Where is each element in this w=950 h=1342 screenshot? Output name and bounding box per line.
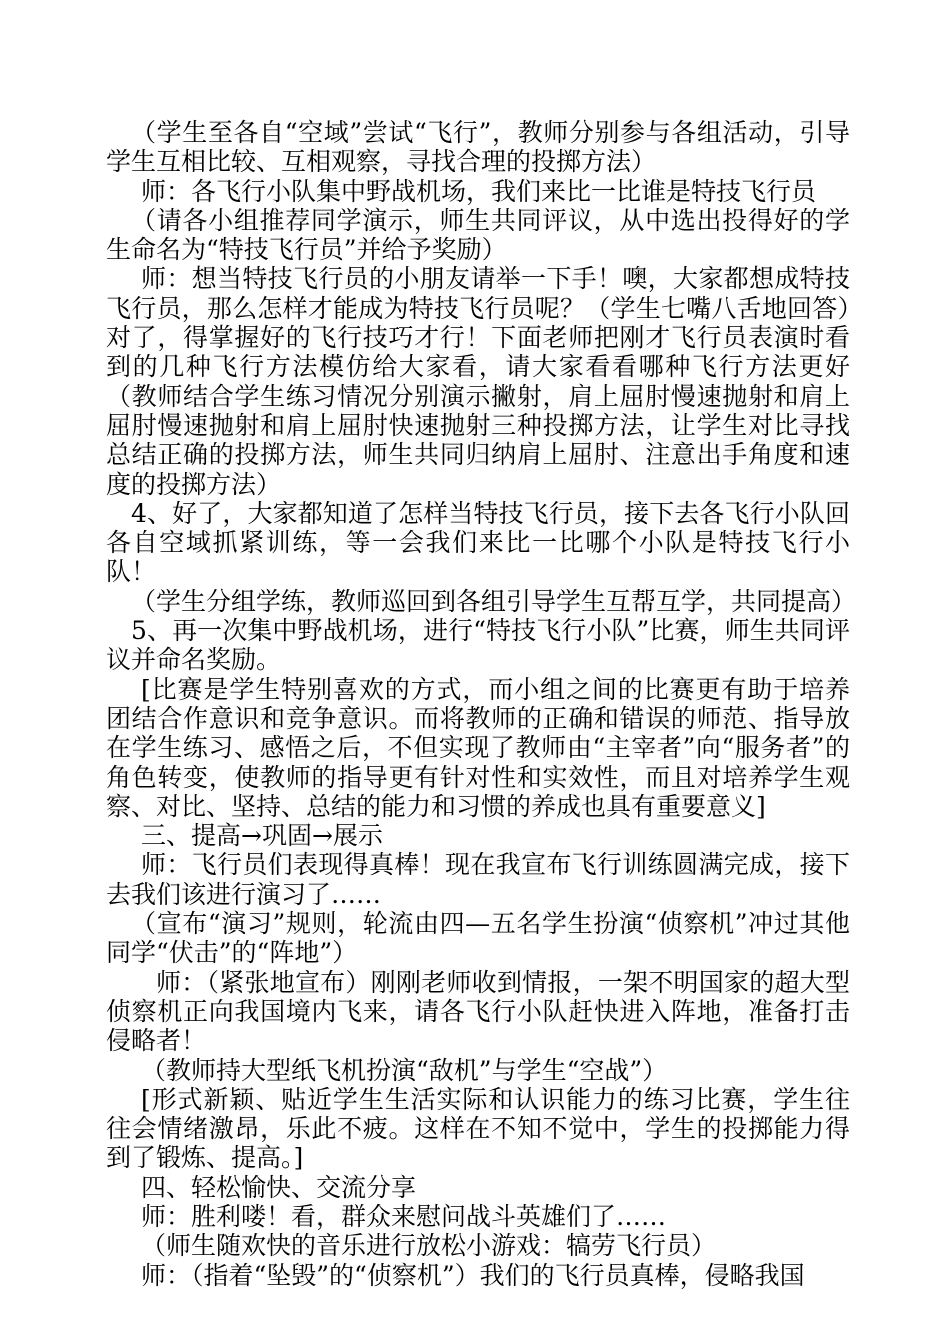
- paragraph: （请各小组推荐同学演示，师生共同评议，从中选出投得好的学生命名为“特技飞行员”并给予奖励）: [106, 205, 850, 265]
- paragraph: 师：（指着“坠毁”的“侦察机”）我们的飞行员真棒，侵略我国: [141, 1260, 805, 1290]
- section-heading: 三、提高→巩固→展示: [141, 821, 383, 851]
- paragraph: （师生随欢快的音乐进行放松小游戏：犒劳飞行员）: [141, 1231, 717, 1261]
- paragraph: （学生至各自“空域”尝试“飞行”，教师分别参与各组活动，引导学生互相比较、互相观察，寻找合理的投掷方法）: [106, 118, 850, 177]
- paragraph: 师：各飞行小队集中野战机场，我们来比一比谁是特技飞行员: [141, 176, 817, 206]
- paragraph: 师：飞行员们表现得真棒！现在我宣布飞行训练圆满完成，接下去我们该进行演习了……: [106, 850, 850, 909]
- paragraph: （教师持大型纸飞机扮演“敌机”与学生“空战”）: [141, 1055, 668, 1085]
- paragraph: [比赛是学生特别喜欢的方式，而小组之间的比赛更有助于培养团结合作意识和竞争意识。而将教师的正确和错误的师范、指导放在学生练习、感悟之后，不但实现了教师由“主宰者”向“服务者”的角色转变，使教师的指导更有针对性和实效性，而且对培养学生观察、对比、坚持、总结的能力和习惯的养成也具有重要意义]: [106, 674, 850, 821]
- paragraph: 师：胜利喽！看，群众来慰问战斗英雄们了……: [141, 1201, 667, 1231]
- paragraph: [形式新颖、贴近学生生活实际和认识能力的练习比赛，学生往往会情绪激昂，乐此不疲。这样在不知不觉中，学生的投掷能力得到了锻炼、提高。]: [106, 1084, 850, 1173]
- paragraph: 师：想当特技飞行员的小朋友请举一下手！噢，大家都想成特技飞行员，那么怎样才能成为特技飞行员呢？（学生七嘴八舌地回答）对了，得掌握好的飞行技巧才行！下面老师把刚才飞行员表演时看到的几种飞行方法模仿给大家看，请大家看看哪种飞行方法更好（教师结合学生练习情况分别演示撇射，肩上屈肘慢速抛射和肩上屈肘慢速抛射和肩上屈肘快速抛射三种投掷方法，让学生对比寻找总结正确的投掷方法，师生共同归纳肩上屈肘、注意出手角度和速度的投掷方法）: [106, 264, 850, 499]
- paragraph: 师：（紧张地宣布）刚刚老师收到情报，一架不明国家的超大型侦察机正向我国境内飞来，请各飞行小队赶快进入阵地，准备打击侵略者！: [106, 967, 850, 1056]
- paragraph: （学生分组学练，教师巡回到各组引导学生互帮互学，共同提高）: [131, 586, 857, 616]
- paragraph: 4、好了，大家都知道了怎样当特技飞行员，接下去各飞行小队回各自空域抓紧训练，等一会我们来比一比哪个小队是特技飞行小队！: [106, 498, 850, 587]
- document-body: [106, 118, 857, 1290]
- paragraph: （宣布“演习”规则，轮流由四—五名学生扮演“侦察机”冲过其他同学“伏击”的“阵地”）: [106, 909, 850, 968]
- section-heading: 四、轻松愉快、交流分享: [141, 1172, 417, 1202]
- paragraph: 5、再一次集中野战机场，进行“特技飞行小队”比赛，师生共同评议并命名奖励。: [106, 616, 850, 675]
